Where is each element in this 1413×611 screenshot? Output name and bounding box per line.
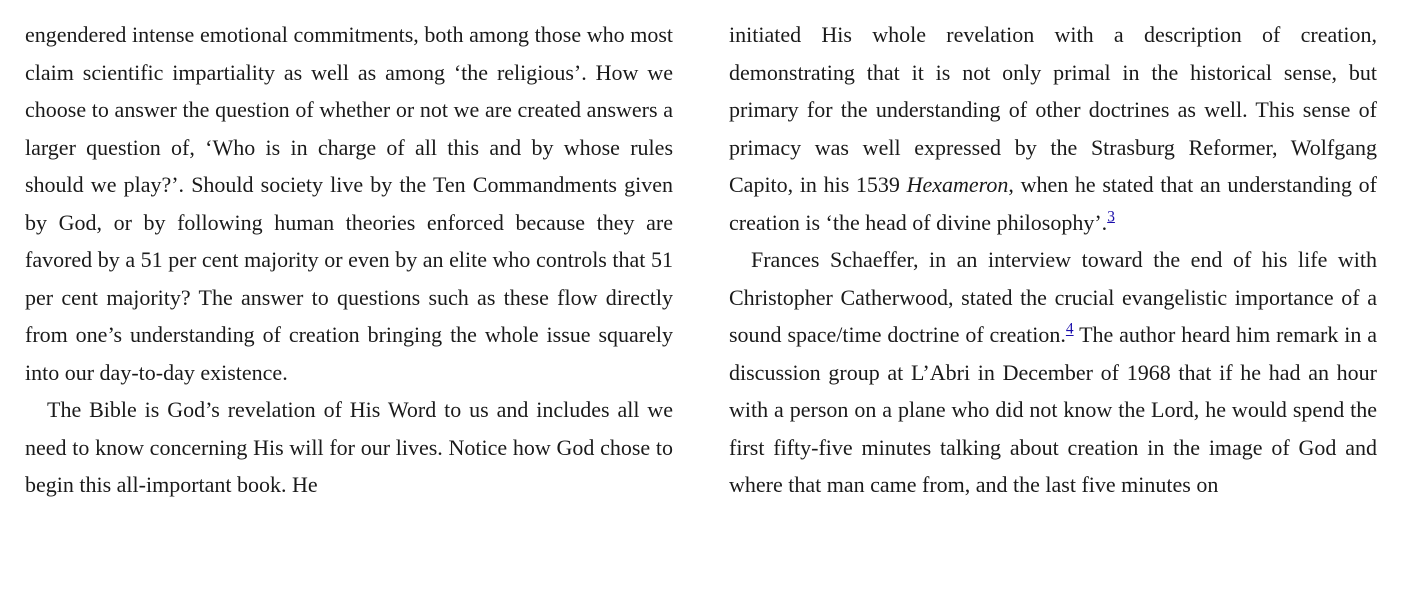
paragraph-schaeffer bbox=[729, 241, 1377, 504]
paragraph-continued: engendered intense emotional commitments, both among those who most claim scientific impartiality as well as among ‘the religious’. How we choose to answer the question of whether or not we are created answers a larger question of, ‘Who is in charge of all this and by whose rules should we play?’. Should society live by the Ten Commandments given by God, or by following human theories enforced because they are favored by a 51 per cent majority or even by an elite who controls that 51 per cent majority? The answer to questions such as these flow directly from one’s understanding of creation bringing the whole issue squarely into our day-to-day existence. bbox=[25, 22, 673, 385]
paragraph-text: initiated His whole revelation with a description of creation, demonstrating that it is not only primal in the historical sense, but primary for the understanding of other doctrines as well. This sense of primacy was well expressed by the Strasburg Reformer, Wolfgang Capito, in his 1539 bbox=[729, 22, 1377, 197]
paragraph-text: Frances Schaeffer, in an interview toward the end of his life with Christopher Catherwood, stated the crucial evangelistic importance of a sound space/time doctrine of creation. bbox=[729, 247, 1377, 347]
paragraph-bible-revelation: The Bible is God’s revelation of His Word to us and includes all we need to know concerning His will for our lives. Notice how God chose to begin this all-important book. He bbox=[25, 397, 673, 497]
paragraph-text: , when he stated that an understanding of creation is ‘the head of divine philosophy’. bbox=[729, 172, 1377, 235]
book-title-italic: Hexameron bbox=[906, 172, 1009, 197]
paragraph-creation-primacy bbox=[729, 16, 1377, 241]
right-text-column bbox=[729, 16, 1377, 504]
left-text-column bbox=[25, 16, 673, 504]
footnote-link-3[interactable]: 3 bbox=[1107, 208, 1115, 226]
paragraph-text: The author heard him remark in a discussion group at L’Abri in December of 1968 that if he had an hour with a person on a plane who did not know the Lord, he would spend the first fifty-five minutes talking about creation in the image of God and where that man came from, and the last five minutes on bbox=[729, 322, 1377, 497]
footnote-link-4[interactable]: 4 bbox=[1065, 320, 1074, 338]
